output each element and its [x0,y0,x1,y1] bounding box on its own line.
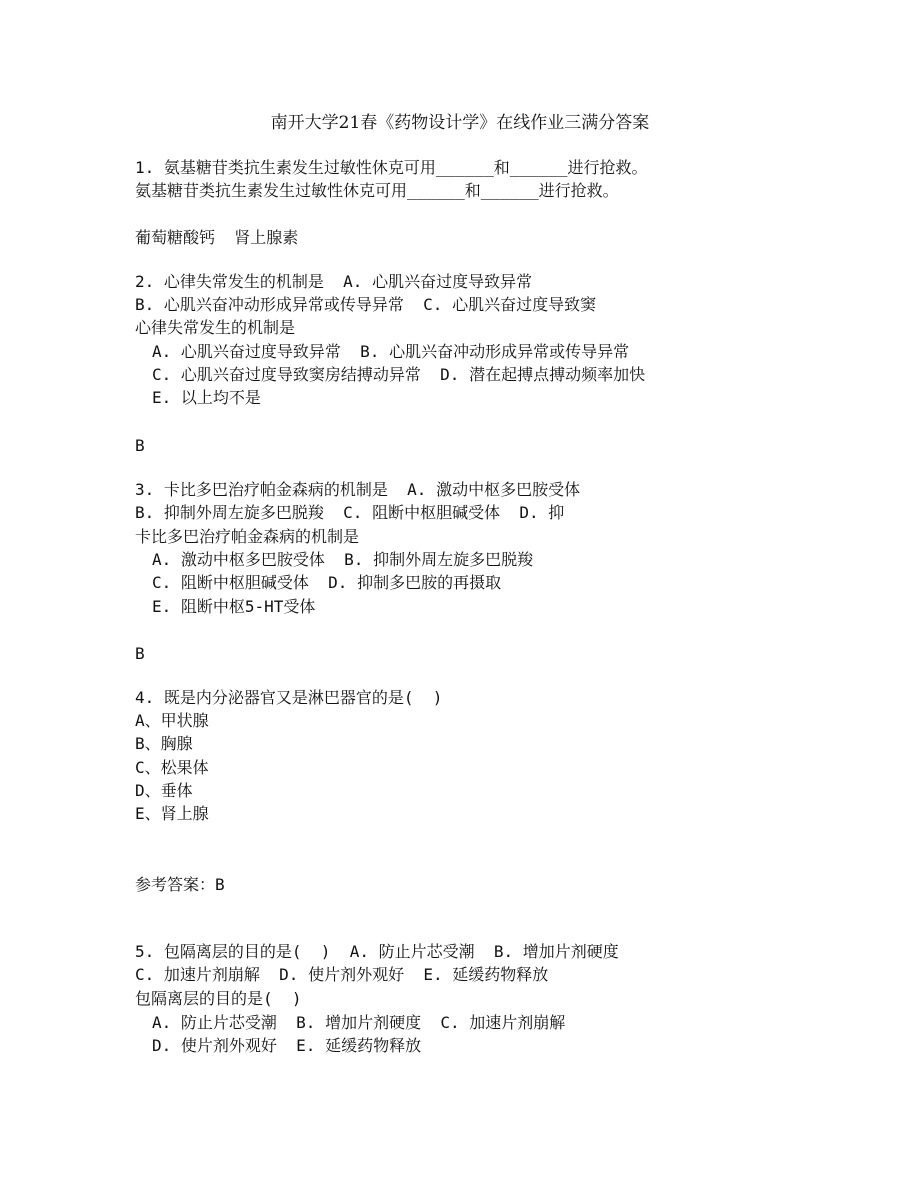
q4-option: E、肾上腺 [135,804,209,823]
q3-answer: B [135,644,145,663]
page-title: 南开大学21春《药物设计学》在线作业三满分答案 [270,113,650,133]
q2-options-1: A. 心肌兴奋过度导致异常 B. 心肌兴奋冲动形成异常或传导异常 [152,342,630,361]
q1-stem: 1. 氨基糖苷类抗生素发生过敏性休克可用______和______进行抢救。 [135,158,648,177]
q3-stem-cont: B. 抑制外周左旋多巴脱羧 C. 阻断中枢胆碱受体 D. 抑 [135,503,565,522]
q3-options-1: A. 激动中枢多巴胺受体 B. 抑制外周左旋多巴脱羧 [152,550,534,569]
q5-stem: 5. 包隔离层的目的是( ) A. 防止片芯受潮 B. 增加片剂硬度 [135,942,619,961]
q2-stem: 2. 心律失常发生的机制是 A. 心肌兴奋过度导致异常 [135,272,533,291]
q1-answer: 葡萄糖酸钙 肾上腺素 [135,228,299,247]
q3-options-3: E. 阻断中枢5-HT受体 [152,597,316,616]
q4-answer: 参考答案：B [135,875,225,894]
q2-repeat: 心律失常发生的机制是 [135,318,296,337]
q5-repeat: 包隔离层的目的是( ) [135,989,302,1008]
q4-option: C、松果体 [135,758,209,777]
q4-option: A、甲状腺 [135,711,209,730]
q3-options-2: C. 阻断中枢胆碱受体 D. 抑制多巴胺的再摄取 [152,573,502,592]
q4-stem: 4. 既是内分泌器官又是淋巴器官的是( ) [135,688,443,707]
q4-option: D、垂体 [135,781,193,800]
q4-option: B、胸腺 [135,734,193,753]
q1-repeat: 氨基糖苷类抗生素发生过敏性休克可用______和______进行抢救。 [135,181,619,200]
q2-options-3: E. 以上均不是 [152,388,261,407]
q2-answer: B [135,436,145,455]
q3-stem: 3. 卡比多巴治疗帕金森病的机制是 A. 激动中枢多巴胺受体 [135,480,581,499]
q2-options-2: C. 心肌兴奋过度导致窦房结搏动异常 D. 潜在起搏点搏动频率加快 [152,365,646,384]
q5-stem-cont: C. 加速片剂崩解 D. 使片剂外观好 E. 延缓药物释放 [135,965,549,984]
q5-options-1: A. 防止片芯受潮 B. 增加片剂硬度 C. 加速片剂崩解 [152,1013,566,1032]
q2-stem-cont: B. 心肌兴奋冲动形成异常或传导异常 C. 心肌兴奋过度导致窦 [135,295,597,314]
q3-repeat: 卡比多巴治疗帕金森病的机制是 [135,527,360,546]
q5-options-2: D. 使片剂外观好 E. 延缓药物释放 [152,1036,422,1055]
